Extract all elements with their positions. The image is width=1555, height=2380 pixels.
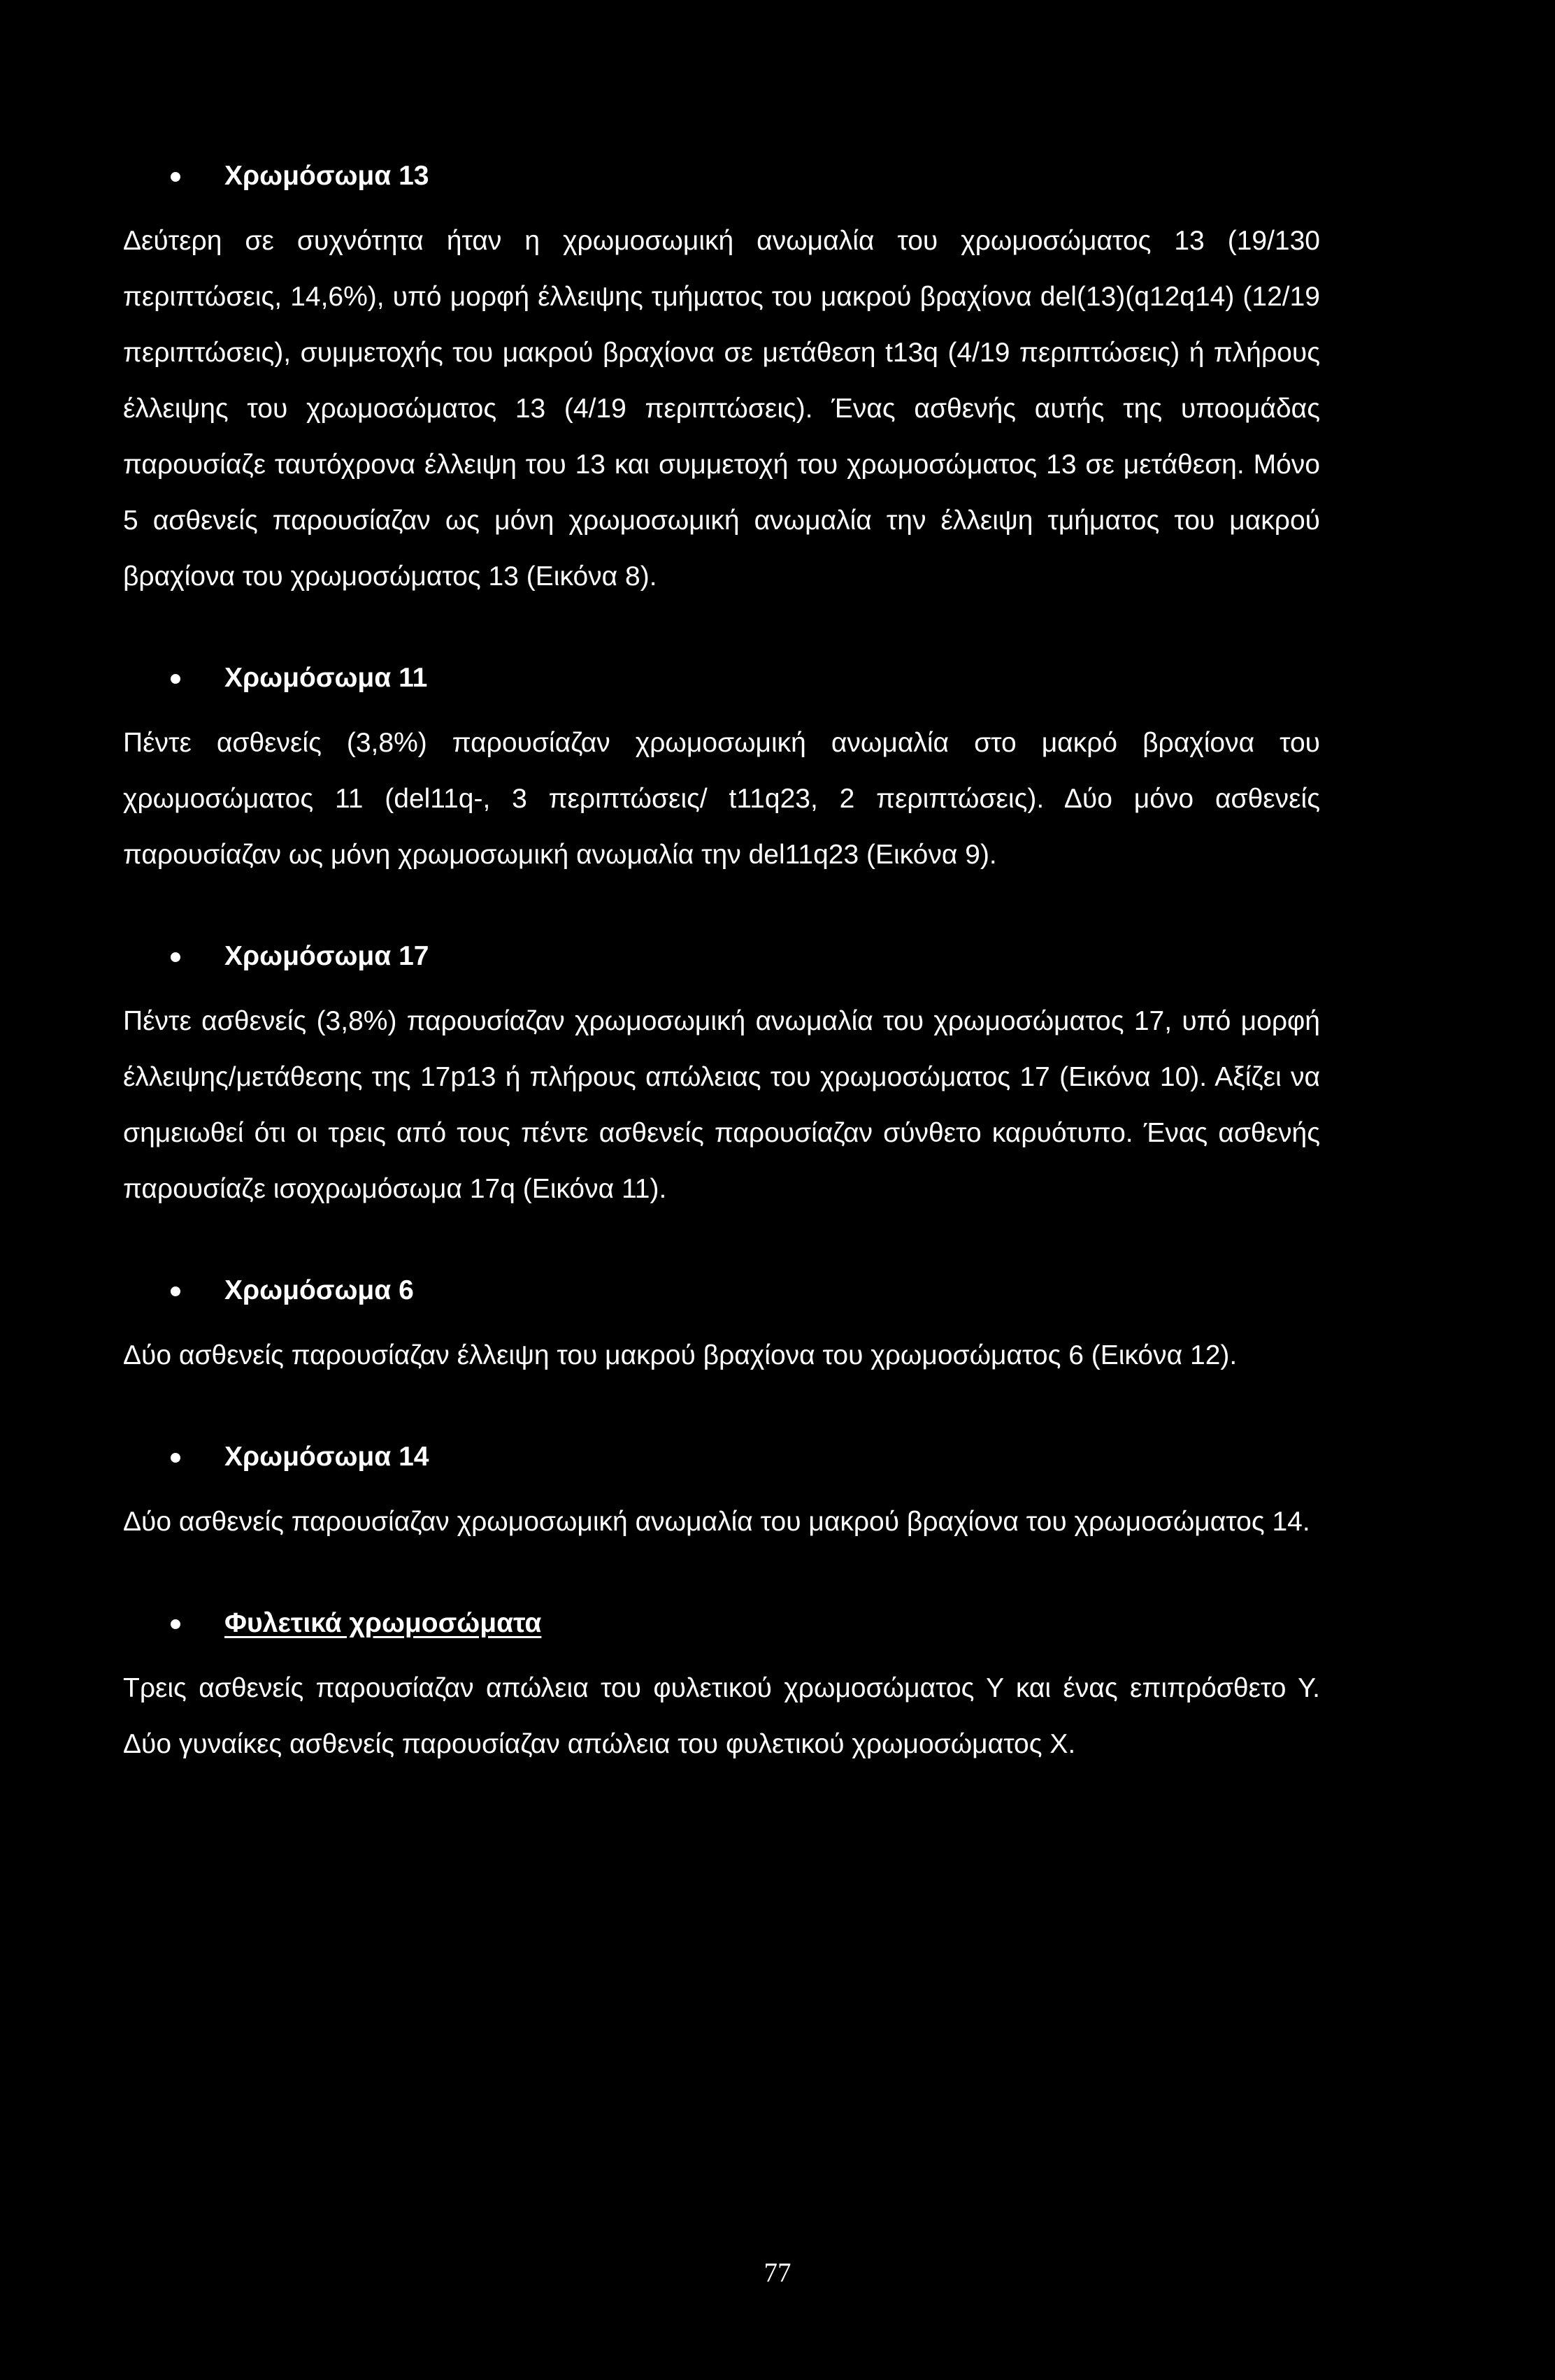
section-heading-label: Φυλετικά χρωμοσώματα bbox=[224, 1608, 542, 1638]
section-paragraph: Πέντε ασθενείς (3,8%) παρουσίαζαν χρωμοσωμική ανωμαλία του χρωμοσώματος 17, υπό μορφή έλλειψης/μετάθεσης της 17p13 ή πλήρους απώλειας του χρωμοσώματος 17 (Εικόνα 10). Αξίζει να σημειωθεί ότι οι τρεις από τους πέντε ασθενείς παρουσίαζαν σύνθετο καρυότυπο. Ένας ασθενής παρουσίαζε ισοχρωμόσωμα 17q (Εικόνα 11). bbox=[123, 1006, 1320, 1204]
bullet-icon bbox=[171, 1286, 180, 1296]
bullet-icon bbox=[171, 1619, 180, 1629]
section-paragraph: Πέντε ασθενείς (3,8%) παρουσίαζαν χρωμοσωμική ανωμαλία στο μακρό βραχίονα του χρωμοσώματος 11 (del11q-, 3 περιπτώσεις/ t11q23, 2 περιπτώσεις). Δύο μόνο ασθενείς παρουσίαζαν ως μόνη χρωμοσωμική ανωμαλία την del11q23 (Εικόνα 9). bbox=[123, 728, 1320, 870]
section-chromosome-14 bbox=[123, 1438, 1320, 1550]
section-heading-label: Χρωμόσωμα 17 bbox=[224, 941, 429, 971]
bullet-icon bbox=[171, 674, 180, 684]
section-chromosome-6 bbox=[123, 1272, 1320, 1384]
section-heading bbox=[123, 1272, 1320, 1310]
page-number: 77 bbox=[764, 2258, 791, 2288]
section-chromosome-17 bbox=[123, 938, 1320, 1217]
section-paragraph: Δεύτερη σε συχνότητα ήταν η χρωμοσωμική ανωμαλία του χρωμοσώματος 13 (19/130 περιπτώσεις, 14,6%), υπό μορφή έλλειψης τμήματος του μακρού βραχίονα del(13)(q12q14) (12/19 περιπτώσεις), συμμετοχής του μακρού βραχίονα σε μετάθεση t13q (4/19 περιπτώσεις) ή πλήρους έλλειψης του χρωμοσώματος 13 (4/19 περιπτώσεις). Ένας ασθενής αυτής της υποομάδας παρουσίαζε ταυτόχρονα έλλειψη του 13 και συμμετοχή του χρωμοσώματος 13 σε μετάθεση. Μόνο 5 ασθενείς παρουσίαζαν ως μόνη χρωμοσωμική ανωμαλία την έλλειψη τμήματος του μακρού βραχίονα του χρωμοσώματος 13 (Εικόνα 8). bbox=[123, 226, 1320, 592]
bullet-icon bbox=[171, 952, 180, 962]
bullet-icon bbox=[171, 172, 180, 182]
section-heading-label: Χρωμόσωμα 6 bbox=[224, 1275, 414, 1305]
section-sex-chromosomes bbox=[123, 1605, 1320, 1772]
bullet-icon bbox=[171, 1453, 180, 1463]
section-heading bbox=[123, 1605, 1320, 1642]
section-paragraph: Δύο ασθενείς παρουσίαζαν έλλειψη του μακρού βραχίονα του χρωμοσώματος 6 (Εικόνα 12). bbox=[123, 1340, 1238, 1370]
section-chromosome-13 bbox=[123, 157, 1320, 605]
page-content bbox=[123, 157, 1320, 1772]
section-heading bbox=[123, 1438, 1320, 1476]
section-heading bbox=[123, 157, 1320, 195]
section-heading-label: Χρωμόσωμα 14 bbox=[224, 1442, 429, 1472]
section-heading bbox=[123, 938, 1320, 975]
section-heading-label: Χρωμόσωμα 13 bbox=[224, 161, 429, 191]
section-heading-label: Χρωμόσωμα 11 bbox=[224, 663, 428, 693]
section-paragraph: Τρεις ασθενείς παρουσίαζαν απώλεια του φυλετικού χρωμοσώματος Υ και ένας επιπρόσθετο Υ. Δύο γυναίκες ασθενείς παρουσίαζαν απώλεια του φυλετικού χρωμοσώματος Χ. bbox=[123, 1673, 1320, 1759]
section-paragraph: Δύο ασθενείς παρουσίαζαν χρωμοσωμική ανωμαλία του μακρού βραχίονα του χρωμοσώματος 14. bbox=[123, 1507, 1310, 1537]
section-chromosome-11 bbox=[123, 659, 1320, 883]
section-heading bbox=[123, 659, 1320, 697]
